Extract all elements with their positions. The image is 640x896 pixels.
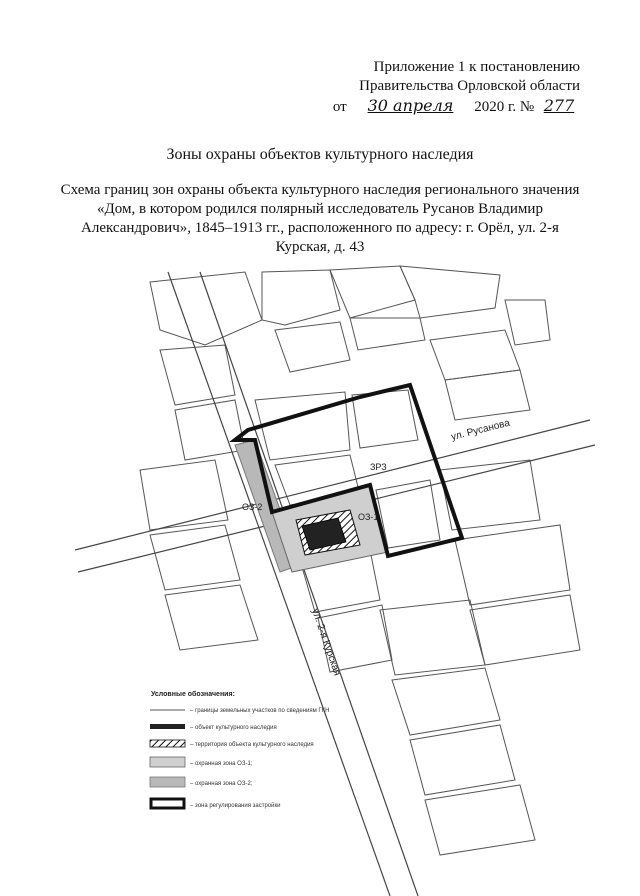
legend-swatch-oz1 — [150, 757, 185, 767]
label-zone-oz2: ОЗ-2 — [242, 502, 263, 512]
appendix-header — [300, 58, 580, 117]
appendix-line-1: Приложение 1 к постановлению — [373, 59, 580, 75]
map-svg — [0, 262, 640, 896]
zones-title: Зоны охраны объектов культурного наследия — [166, 146, 474, 163]
handwritten-number: 277 — [543, 96, 575, 115]
from-prefix: от — [332, 99, 347, 115]
legend-label-oz2: – охранная зона ОЗ-2; — [190, 781, 253, 787]
handwritten-date: 30 апреля — [367, 96, 454, 115]
legend-swatch-zrz — [151, 799, 184, 808]
legend-label-parcel: – границы земельных участков по сведениям ГКН — [190, 708, 330, 714]
legend-label-territory: – территория объекта культурного наследия — [190, 742, 314, 748]
map-legend — [150, 690, 329, 809]
scheme-title: Схема границ зон охраны объекта культурного наследия регионального значения «Дом, в котором родился полярный исследователь Русанов Владимир Александрович», 1845–1913 гг., расположенного по адресу: г. Орёл, ул. 2-я Курская, д. 43 — [60, 182, 580, 255]
label-street-kurskaya: ул. 2-я Курская — [309, 607, 343, 678]
label-zone-oz1: ОЗ-1 — [358, 512, 379, 522]
year-text: 2020 г. № — [474, 99, 535, 115]
map-area — [0, 262, 640, 896]
legend-title: Условные обозначения: — [151, 691, 235, 698]
legend-label-oz1: – охранная зона ОЗ-1; — [190, 761, 253, 767]
legend-swatch-object — [150, 724, 185, 729]
appendix-line-2: Правительства Орловской области — [359, 78, 580, 94]
legend-swatch-territory — [150, 740, 185, 747]
legend-label-zrz: – зона регулирования застройки — [190, 803, 281, 809]
legend-swatch-oz2 — [150, 777, 185, 787]
appendix-line-3 — [300, 96, 580, 117]
label-zone-zrz: ЗРЗ — [370, 462, 387, 472]
legend-label-object: – объект культурного наследия — [190, 725, 277, 731]
label-street-rusanova: ул. Русанова — [450, 417, 512, 443]
